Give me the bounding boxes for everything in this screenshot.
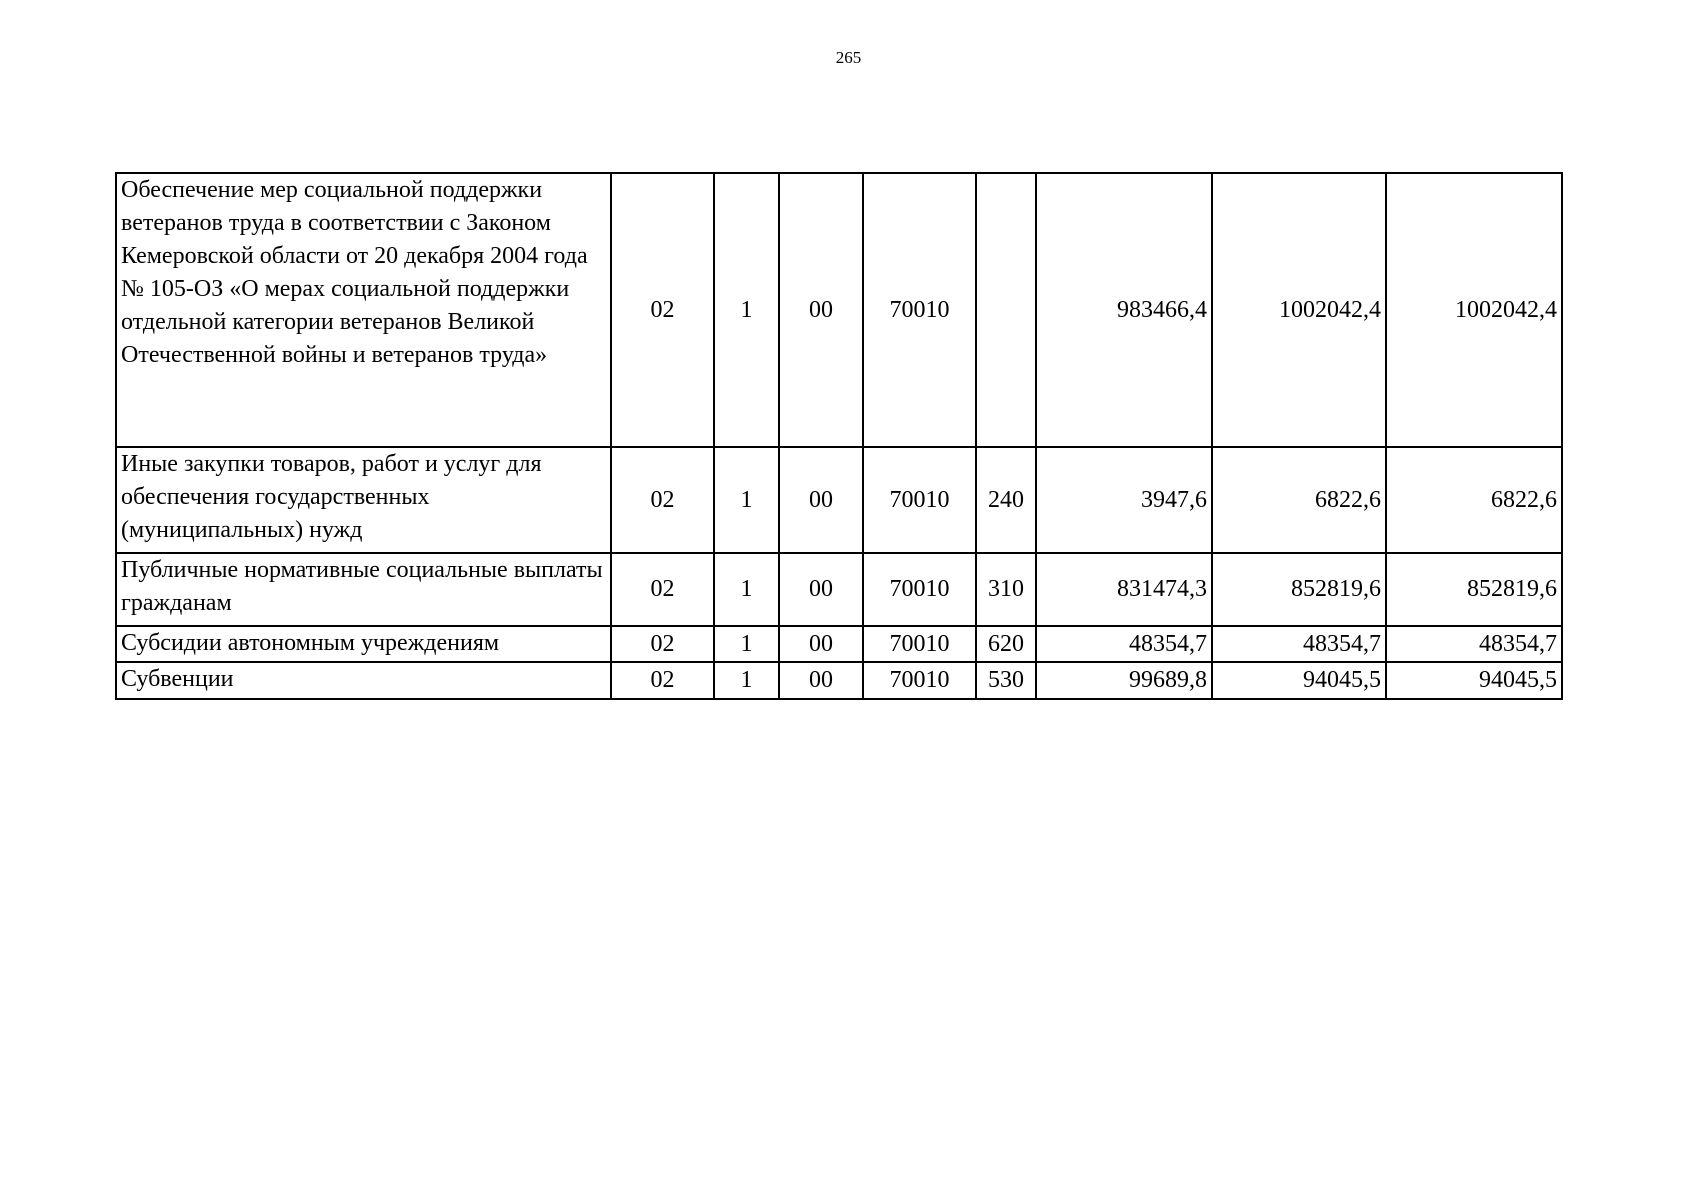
amount-year-1-cell: 99689,8 [1036, 662, 1212, 699]
subprogram-code-cell: 00 [779, 662, 863, 699]
amount-year-2-cell: 94045,5 [1212, 662, 1386, 699]
expense-type-cell: 530 [976, 662, 1036, 699]
table-row [116, 626, 1562, 662]
section-code-cell: 02 [611, 626, 714, 662]
amount-year-1-cell: 983466,4 [1036, 173, 1212, 447]
program-code-cell: 1 [714, 447, 779, 553]
table-row [116, 662, 1562, 699]
direction-code-cell: 70010 [863, 173, 976, 447]
row-name-cell: Иные закупки товаров, работ и услуг для обеспечения государственных (муниципальных) нужд [116, 447, 611, 553]
amount-year-2-cell: 852819,6 [1212, 553, 1386, 626]
section-code-cell: 02 [611, 662, 714, 699]
budget-table [115, 172, 1563, 700]
expense-type-cell: 310 [976, 553, 1036, 626]
amount-year-2-cell: 48354,7 [1212, 626, 1386, 662]
section-code-cell: 02 [611, 553, 714, 626]
amount-year-3-cell: 1002042,4 [1386, 173, 1562, 447]
subprogram-code-cell: 00 [779, 553, 863, 626]
direction-code-cell: 70010 [863, 553, 976, 626]
row-name-cell: Субсидии автономным учреждениям [116, 626, 611, 662]
subprogram-code-cell: 00 [779, 447, 863, 553]
expense-type-cell: 240 [976, 447, 1036, 553]
subprogram-code-cell: 00 [779, 626, 863, 662]
table-row [116, 447, 1562, 553]
section-code-cell: 02 [611, 173, 714, 447]
amount-year-3-cell: 852819,6 [1386, 553, 1562, 626]
amount-year-3-cell: 48354,7 [1386, 626, 1562, 662]
program-code-cell: 1 [714, 626, 779, 662]
program-code-cell: 1 [714, 173, 779, 447]
amount-year-1-cell: 3947,6 [1036, 447, 1212, 553]
amount-year-2-cell: 6822,6 [1212, 447, 1386, 553]
row-name-cell: Обеспечение мер социальной поддержки ветеранов труда в соответствии с Законом Кемеровской области от 20 декабря 2004 года № 105-ОЗ «О мерах социальной поддержки отдельной категории ветеранов Великой Отечественной войны и ветеранов труда» [116, 173, 611, 447]
amount-year-1-cell: 48354,7 [1036, 626, 1212, 662]
subprogram-code-cell: 00 [779, 173, 863, 447]
program-code-cell: 1 [714, 553, 779, 626]
program-code-cell: 1 [714, 662, 779, 699]
table-row [116, 173, 1562, 447]
amount-year-3-cell: 6822,6 [1386, 447, 1562, 553]
direction-code-cell: 70010 [863, 447, 976, 553]
direction-code-cell: 70010 [863, 662, 976, 699]
expense-type-cell: 620 [976, 626, 1036, 662]
page-number: 265 [835, 48, 862, 67]
row-name-cell: Публичные нормативные социальные выплаты гражданам [116, 553, 611, 626]
amount-year-1-cell: 831474,3 [1036, 553, 1212, 626]
amount-year-2-cell: 1002042,4 [1212, 173, 1386, 447]
table-row [116, 553, 1562, 626]
amount-year-3-cell: 94045,5 [1386, 662, 1562, 699]
row-name-cell: Субвенции [116, 662, 611, 699]
direction-code-cell: 70010 [863, 626, 976, 662]
section-code-cell: 02 [611, 447, 714, 553]
expense-type-cell [976, 173, 1036, 447]
